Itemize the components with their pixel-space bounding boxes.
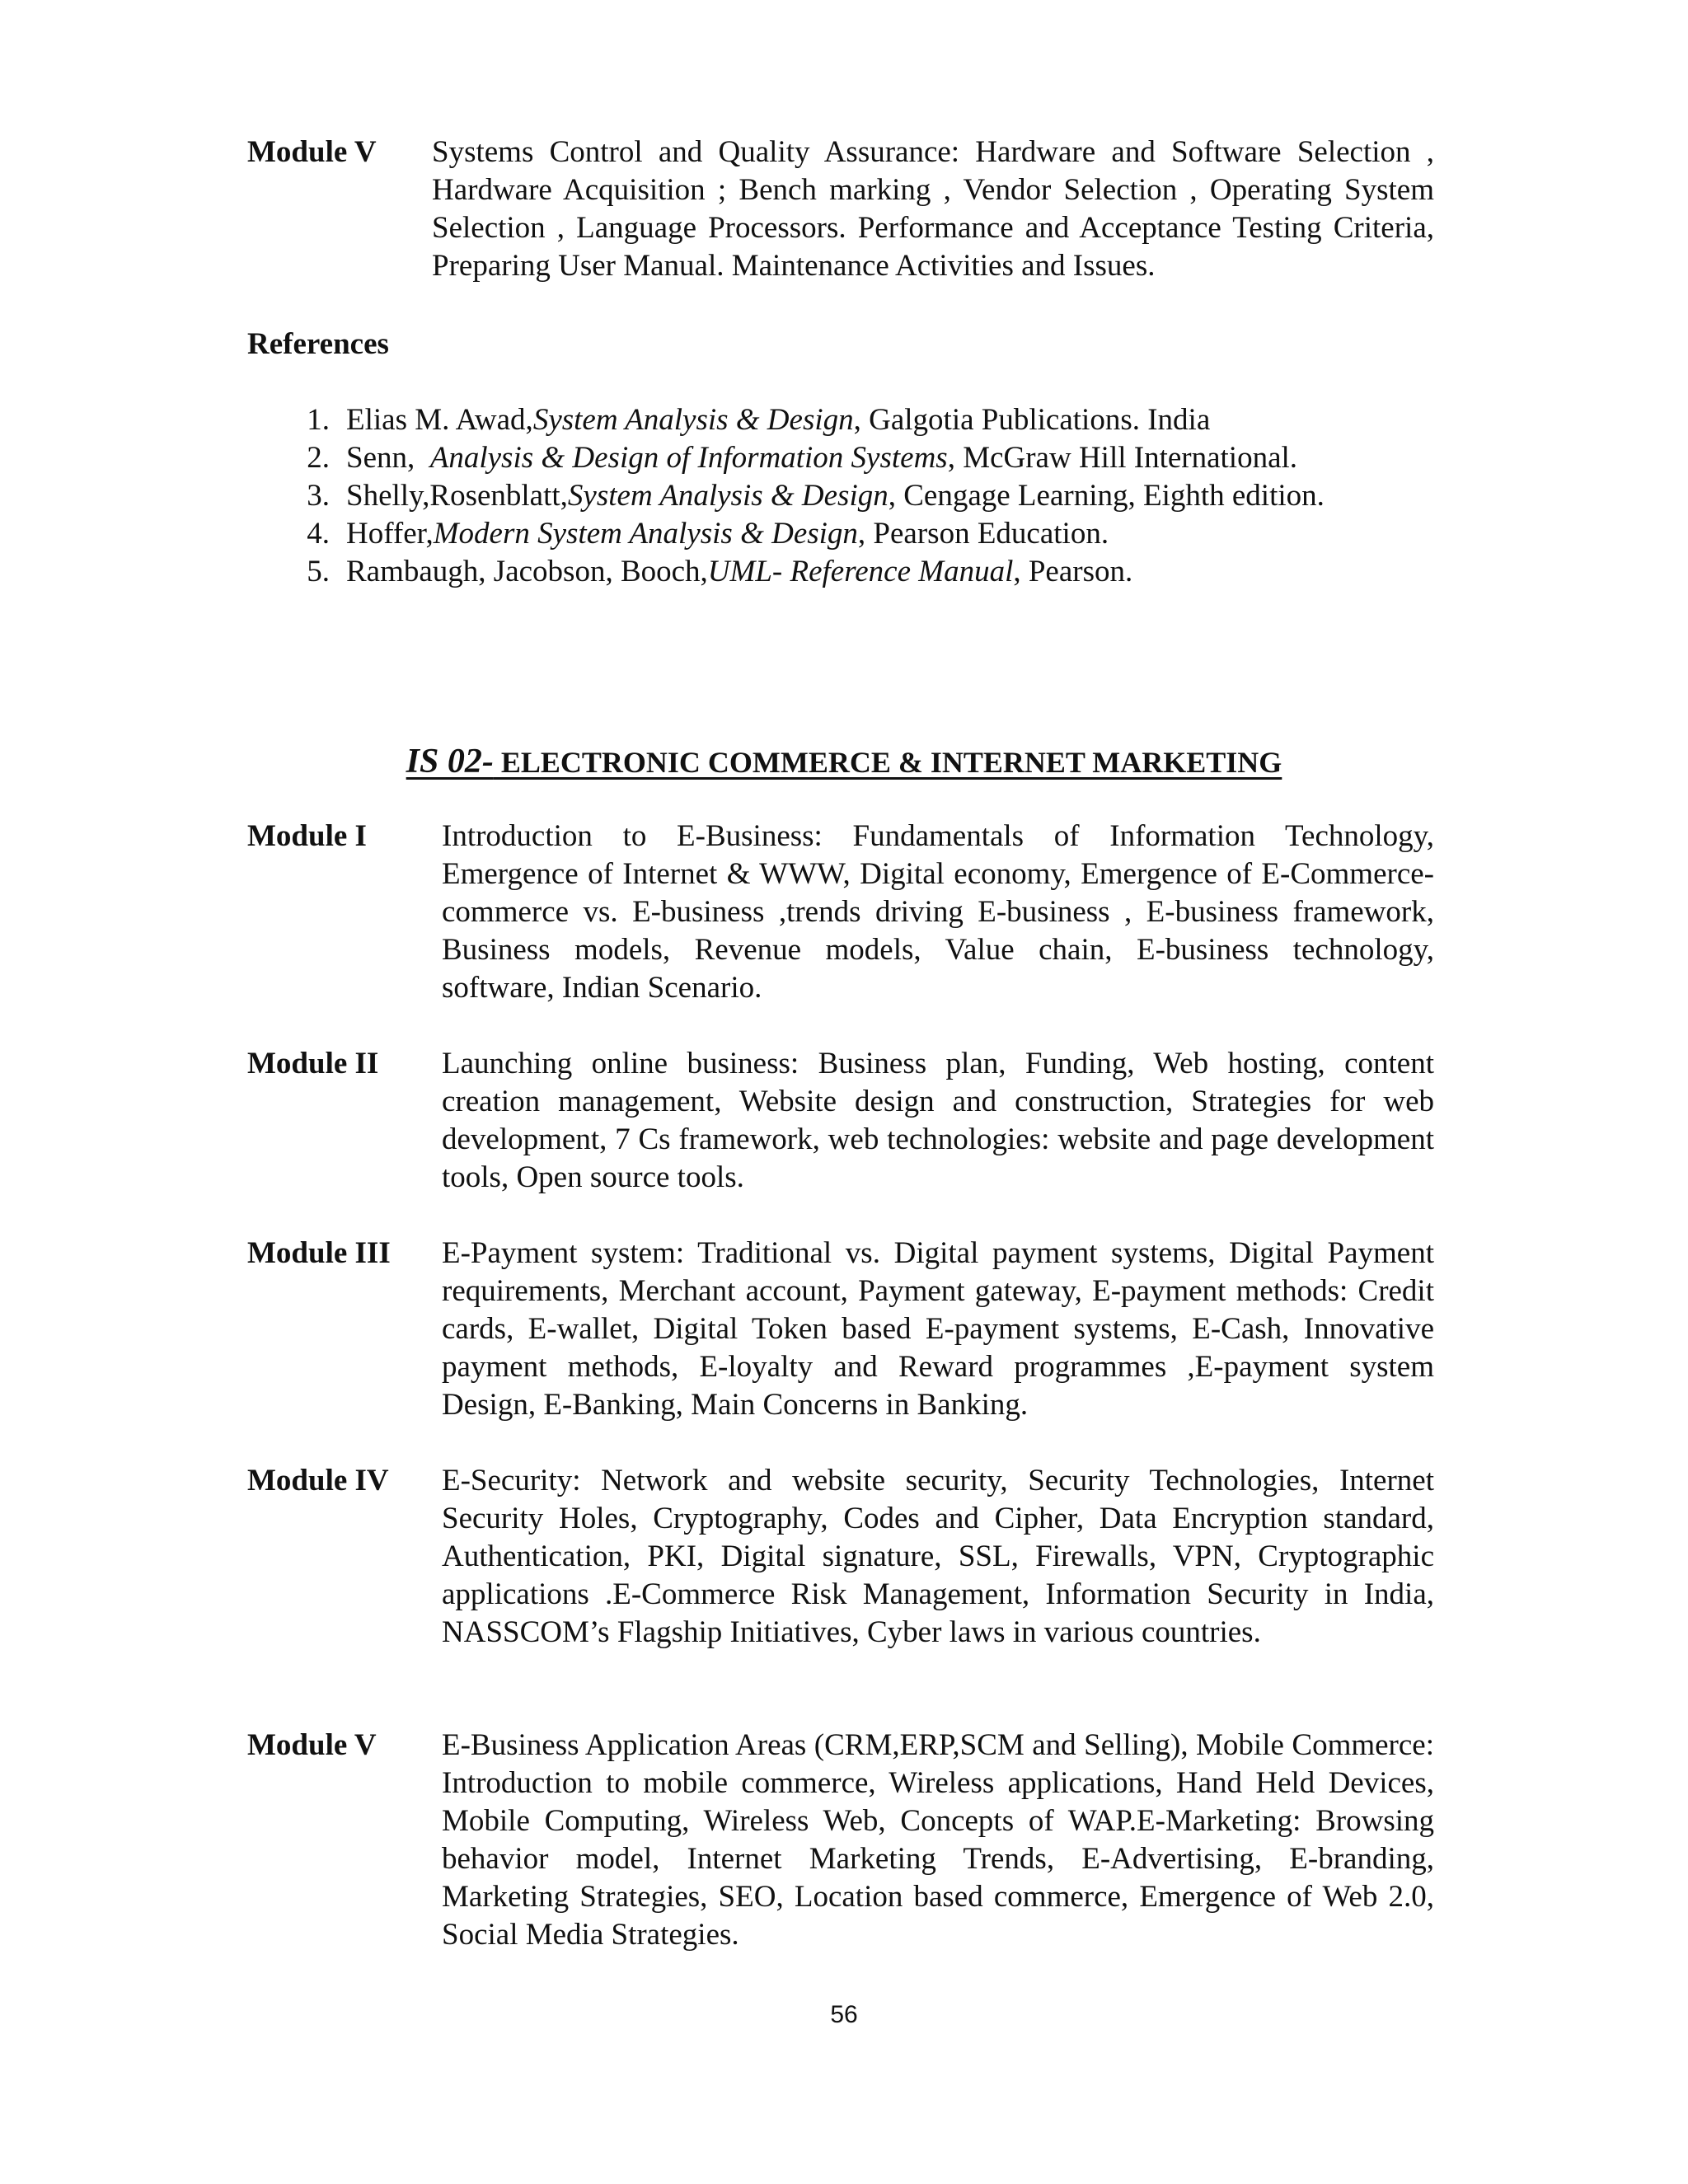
module-ii: [247, 1045, 1434, 1197]
module-label: Module IV: [247, 1464, 389, 1497]
references-heading: References: [247, 327, 389, 361]
reference-author: Shelly,Rosenblatt,: [346, 479, 568, 513]
reference-author: Hoffer,: [346, 517, 434, 551]
reference-item: [247, 401, 1325, 439]
reference-title: Analysis & Design of Information Systems: [429, 441, 948, 475]
reference-item: [247, 515, 1325, 553]
course-title: [0, 742, 1688, 781]
module-i: [247, 818, 1434, 1007]
module-label: Module V: [247, 1728, 377, 1762]
module-text: Launching online business: Business plan, Funding, Web hosting, content creation management, Website design and construction, Strategies for web development, 7 Cs framework, web technologies: website and page development tools, Open source tools.: [442, 1047, 1434, 1194]
reference-publisher: , Pearson.: [1013, 555, 1133, 588]
module-text: E-Business Application Areas (CRM,ERP,SCM and Selling), Mobile Commerce: Introduction to mobile commerce, Wireless applications, Hand Held Devices, Mobile Computing, Wireless Web, Concepts of WAP.E-Marketing: Browsing behavior model, Internet Marketing Trends, E-Advertising, E-branding, Marketing Strategies, SEO, Location based commerce, Emergence of Web 2.0, Social Media Strategies.: [442, 1728, 1434, 1952]
module-v: [247, 1727, 1434, 1954]
references-list: [247, 401, 1325, 591]
reference-title: Modern System Analysis & Design: [433, 517, 858, 551]
module-label: Module II: [247, 1047, 379, 1080]
reference-title: System Analysis & Design: [567, 479, 889, 513]
reference-author: Rambaugh, Jacobson, Booch,: [346, 555, 708, 588]
reference-number: 3.: [307, 479, 330, 513]
reference-publisher: , Galgotia Publications. India: [853, 403, 1211, 437]
reference-item: [247, 553, 1325, 591]
module-label: Module V: [247, 135, 377, 169]
reference-number: 1.: [307, 403, 330, 437]
module-label: Module I: [247, 819, 367, 853]
reference-item: [247, 477, 1325, 515]
reference-title: UML- Reference Manual: [707, 555, 1014, 588]
reference-item: [247, 439, 1325, 477]
reference-publisher: , Cengage Learning, Eighth edition.: [888, 479, 1325, 513]
reference-number: 5.: [307, 555, 330, 588]
module-text: Systems Control and Quality Assurance: Hardware and Software Selection , Hardware Acquisition ; Bench marking , Vendor Selection , Operating System Selection , Language Processors. Performance and Acceptance Testing Criteria, Preparing User Manual. Maintenance Activities and Issues.: [432, 135, 1434, 283]
reference-publisher: , Pearson Education.: [857, 517, 1109, 551]
reference-title: System Analysis & Design: [532, 403, 854, 437]
reference-publisher: , McGraw Hill International.: [947, 441, 1298, 475]
course-name: ELECTRONIC COMMERCE & INTERNET MARKETING: [493, 746, 1282, 779]
module-iii: [247, 1235, 1434, 1424]
prev-module-v: [247, 134, 1434, 285]
module-label: Module III: [247, 1236, 391, 1270]
module-text: E-Security: Network and website security, Security Technologies, Internet Security Holes, Cryptography, Codes and Cipher, Data Encryption standard, Authentication, PKI, Digital signature, SSL, Firewalls, VPN, Cryptographic applications .E-Commerce Risk Management, Information Security in India, NASSCOM’s Flagship Initiatives, Cyber laws in various countries.: [442, 1464, 1434, 1649]
reference-number: 2.: [307, 441, 330, 475]
page-number: 56: [830, 2001, 858, 2028]
course-code: IS 02-: [406, 743, 494, 780]
module-text: Introduction to E-Business: Fundamentals of Information Technology, Emergence of Internet & WWW, Digital economy, Emergence of E-Commerce-commerce vs. E-business ,trends driving E-business , E-business framework, Business models, Revenue models, Value chain, E-business technology, software, Indian Scenario.: [442, 819, 1434, 1005]
reference-author: Senn,: [346, 441, 430, 475]
module-text: E-Payment system: Traditional vs. Digital payment systems, Digital Payment requirements, Merchant account, Payment gateway, E-payment methods: Credit cards, E-wallet, Digital Token based E-payment systems, E-Cash, Innovative payment methods, E-loyalty and Reward programmes ,E-payment system Design, E-Banking, Main Concerns in Banking.: [442, 1236, 1434, 1422]
reference-number: 4.: [307, 517, 330, 551]
module-iv: [247, 1462, 1434, 1652]
reference-author: Elias M. Awad,: [346, 403, 533, 437]
